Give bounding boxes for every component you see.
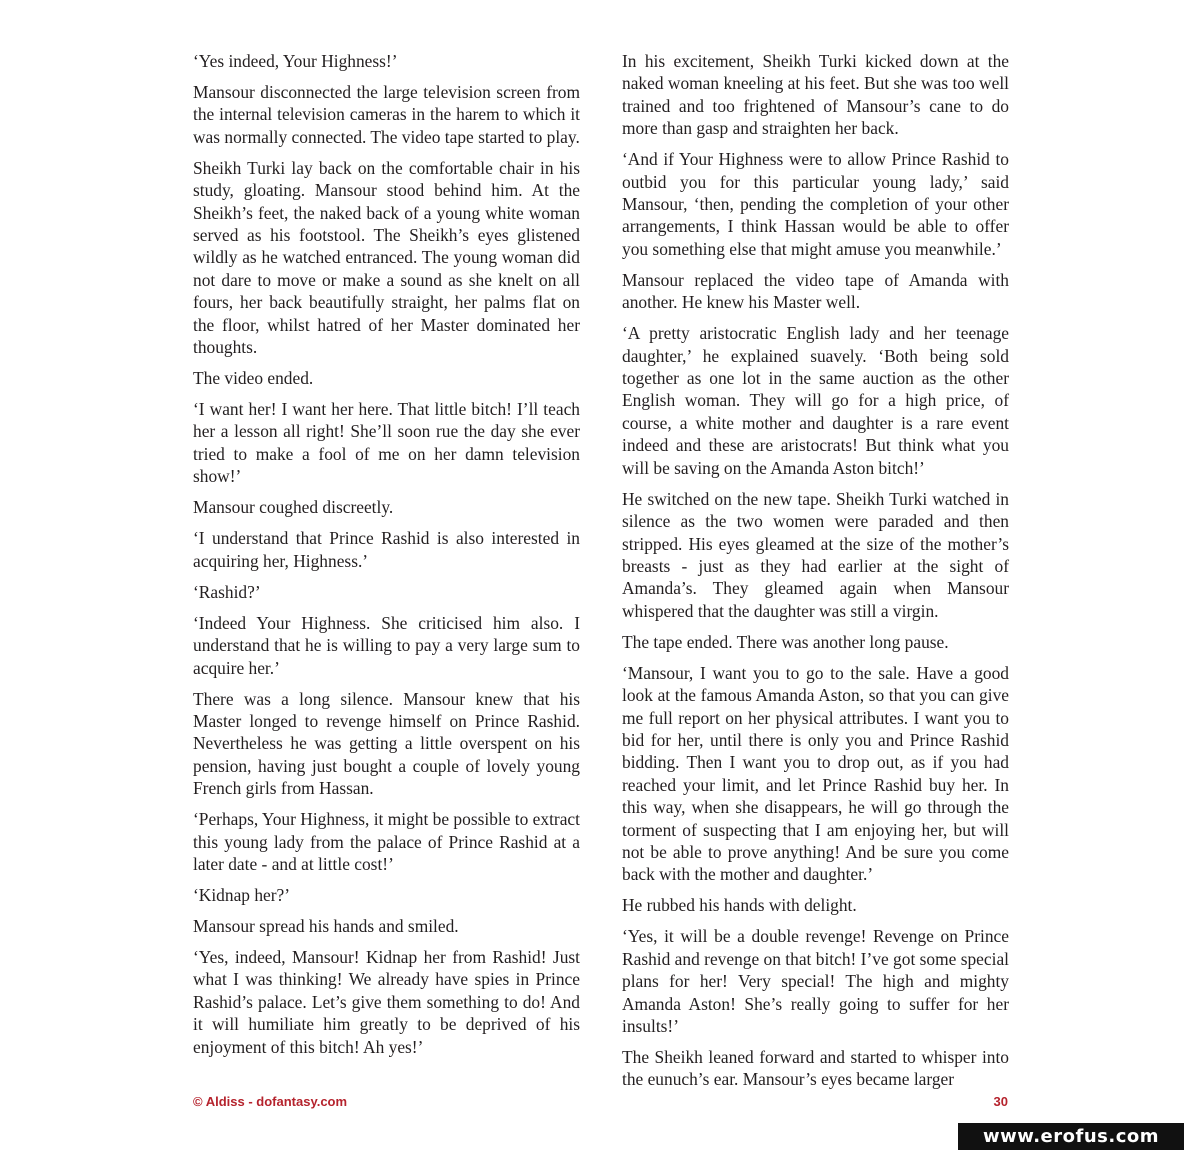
- paragraph: ‘Mansour, I want you to go to the sale. Have a good look at the famous Amanda Aston, so that you can give me full report on her physical attributes. I want you to bid for her, until there is only you and Prince Rashid bidding. Then I want you to drop out, as if you had reached your limit, and let Prince Rashid buy her. In this way, when she disappears, he will go through the torment of suspecting that I am enjoying her, but will not be able to prove anything! And be sure you come back with the mother and daughter.’: [622, 662, 1009, 885]
- paragraph: He switched on the new tape. Sheikh Turki watched in silence as the two women were paraded and then stripped. His eyes gleamed at the size of the mother’s breasts - just as they had earlier at the sight of Amanda’s. They gleamed again when Mansour whispered that the daughter was still a virgin.: [622, 488, 1009, 621]
- paragraph: ‘Rashid?’: [193, 581, 261, 602]
- paragraph: ‘Perhaps, Your Highness, it might be possible to extract this young lady from the palace of Prince Rashid at a later date - and at little cost!’: [193, 809, 580, 874]
- page-number: 30: [993, 1094, 1008, 1109]
- paragraph: ‘Yes, indeed, Mansour! Kidnap her from Rashid! Just what I was thinking! We already have spies in Prince Rashid’s palace. Let’s give them something to do! And it will humiliate him greatly to be deprived of his enjoyment of this bitch! Ah yes!’: [193, 946, 580, 1057]
- paragraph: ‘And if Your Highness were to allow Prince Rashid to outbid you for this particular young lady,’ said Mansour, ‘then, pending the completion of your other arrangements, I think Hassan would be able to offer you something else that might amuse you meanwhile.’: [622, 149, 1009, 259]
- right-text-column: [622, 50, 1009, 1099]
- paragraph: ‘Indeed Your Highness. She criticised him also. I understand that he is willing to pay a very large sum to acquire her.’: [193, 612, 580, 678]
- paragraph: ‘Kidnap her?’: [193, 884, 291, 905]
- paragraph: Mansour replaced the video tape of Amanda with another. He knew his Master well.: [622, 269, 1009, 313]
- paragraph: The video ended.: [193, 368, 314, 389]
- paragraph: In his excitement, Sheikh Turki kicked down at the naked woman kneeling at his feet. But she was too well trained and too frightened of Mansour’s cane to do more than gasp and straighten her back.: [622, 51, 1009, 139]
- paragraph: Mansour coughed discreetly.: [193, 497, 394, 518]
- paragraph: He rubbed his hands with delight.: [622, 895, 857, 916]
- site-watermark: www.erofus.com: [958, 1123, 1184, 1150]
- paragraph: Mansour disconnected the large television screen from the internal television cameras in the harem to which it was normally connected. The video tape started to play.: [193, 82, 580, 147]
- paragraph: Mansour spread his hands and smiled.: [193, 915, 459, 936]
- paragraph: ‘A pretty aristocratic English lady and her teenage daughter,’ he explained suavely. ‘Both being sold together as one lot in the same auction as the other English woman. They will go for a high price, of course, a white mother and daughter is a rare event indeed and these are aristocrats! But think what you will be saving on the Amanda Aston bitch!’: [622, 323, 1009, 478]
- left-text-column: [193, 50, 580, 1067]
- paragraph: ‘Yes indeed, Your Highness!’: [193, 51, 398, 71]
- paragraph: ‘Yes, it will be a double revenge! Revenge on Prince Rashid and revenge on that bitch! I’ve got some special plans for her! Very special! The high and mighty Amanda Aston! She’s really going to suffer for her insults!’: [622, 926, 1009, 1036]
- paragraph: There was a long silence. Mansour knew that his Master longed to revenge himself on Prince Rashid. Nevertheless he was getting a little overspent on his pension, having just bought a couple of lovely young French girls from Hassan.: [193, 688, 580, 799]
- paragraph: The tape ended. There was another long pause.: [622, 631, 949, 652]
- paragraph: Sheikh Turki lay back on the comfortable chair in his study, gloating. Mansour stood behind him. At the Sheikh’s feet, the naked back of a young white woman served as his footstool. The Sheikh’s eyes glistened wildly as he watched entranced. The young woman did not dare to move or make a sound as she knelt on all fours, her back beautifully straight, her palms flat on the floor, whilst hatred of her Master dominated her thoughts.: [193, 157, 580, 358]
- paragraph: ‘I want her! I want her here. That little bitch! I’ll teach her a lesson all right! She’ll soon rue the day she ever tried to make a fool of me on her damn television show!’: [193, 399, 580, 487]
- footer-copyright: © Aldiss - dofantasy.com: [193, 1094, 348, 1109]
- paragraph: The Sheikh leaned forward and started to whisper into the eunuch’s ear. Mansour’s eyes became larger: [622, 1047, 1009, 1090]
- paragraph: ‘I understand that Prince Rashid is also interested in acquiring her, Highness.’: [193, 528, 580, 571]
